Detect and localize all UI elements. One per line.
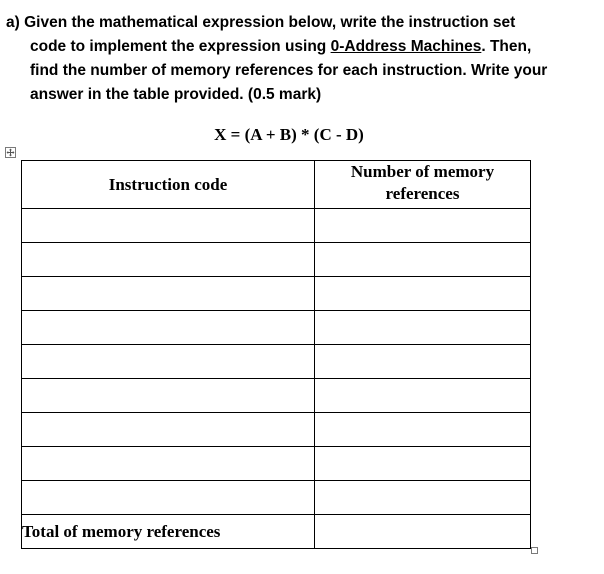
instruction-cell[interactable]: [22, 379, 315, 413]
memory-refs-cell[interactable]: [315, 277, 531, 311]
memory-refs-cell[interactable]: [315, 379, 531, 413]
total-row: [22, 515, 531, 549]
instruction-cell[interactable]: [22, 413, 315, 447]
instruction-cell[interactable]: [22, 311, 315, 345]
question-line-3: find the number of memory references for each instruction. Write your: [30, 62, 548, 79]
memory-refs-cell[interactable]: [315, 311, 531, 345]
memory-refs-cell[interactable]: [315, 345, 531, 379]
question-text: [6, 11, 598, 107]
total-memory-references-value[interactable]: [315, 515, 531, 549]
table-row: [22, 345, 531, 379]
table-move-handle-icon[interactable]: [5, 147, 16, 158]
instruction-cell[interactable]: [22, 243, 315, 277]
question-line-4: answer in the table provided. (0.5 mark): [30, 86, 322, 103]
table-row: [22, 209, 531, 243]
instruction-cell[interactable]: [22, 209, 315, 243]
memory-refs-cell[interactable]: [315, 209, 531, 243]
instruction-cell[interactable]: [22, 345, 315, 379]
question-line-2-start: code to implement the expression using: [30, 38, 331, 55]
memory-refs-cell[interactable]: [315, 413, 531, 447]
total-memory-references-label: Total of memory references: [22, 515, 315, 549]
question-line-2-end: . Then,: [481, 38, 532, 55]
question-line-2: [6, 35, 598, 59]
table-resize-handle-icon[interactable]: [531, 547, 538, 554]
table-row: [22, 379, 531, 413]
question-line-1: a) Given the mathematical expression below, write the instruction set: [6, 14, 516, 31]
header-memory-line-1: Number of memory: [350, 162, 495, 181]
instruction-cell[interactable]: [22, 277, 315, 311]
memory-refs-cell[interactable]: [315, 481, 531, 515]
table-row: [22, 413, 531, 447]
four-arrows-icon: [6, 148, 15, 157]
answer-table: [21, 160, 531, 549]
header-instruction-code: Instruction code: [22, 161, 315, 209]
header-memory-references: [315, 161, 531, 209]
memory-refs-cell[interactable]: [315, 243, 531, 277]
table-row: [22, 311, 531, 345]
header-memory-line-2: references: [385, 184, 460, 203]
table-header-row: [22, 161, 531, 209]
table-row: [22, 447, 531, 481]
math-expression: X = (A + B) * (C - D): [214, 125, 364, 144]
zero-address-machines-term: 0-Address Machines: [330, 38, 482, 55]
table-row: [22, 481, 531, 515]
instruction-cell[interactable]: [22, 447, 315, 481]
table-row: [22, 277, 531, 311]
instruction-cell[interactable]: [22, 481, 315, 515]
table-row: [22, 243, 531, 277]
memory-refs-cell[interactable]: [315, 447, 531, 481]
